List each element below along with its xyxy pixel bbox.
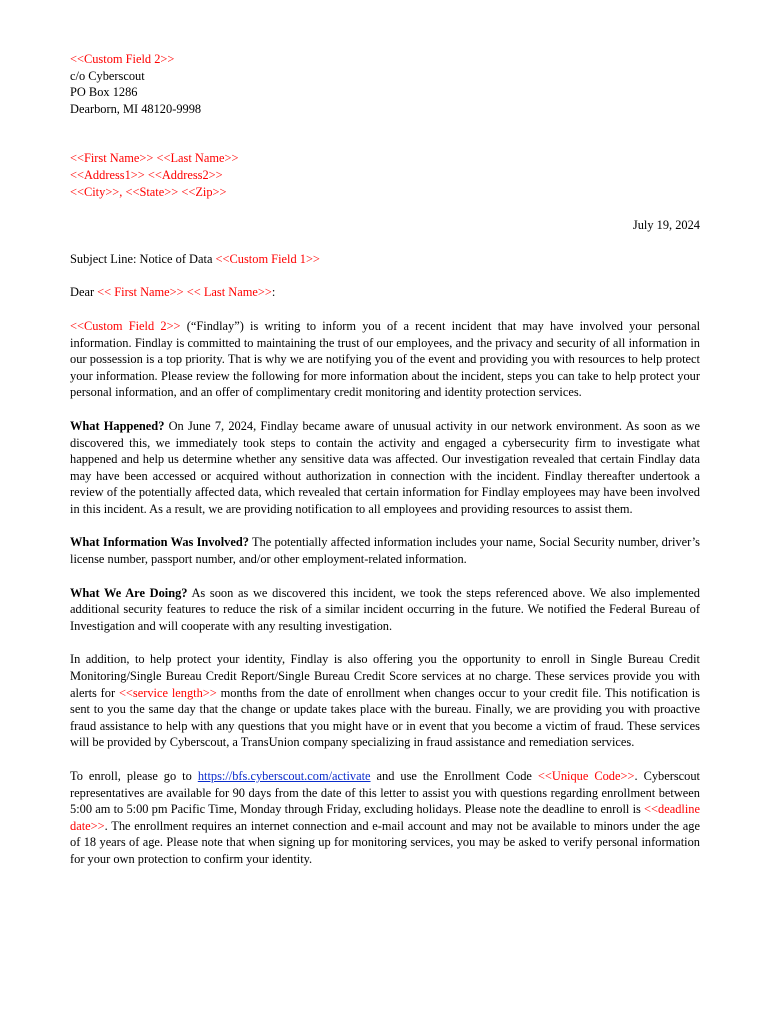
what-happened-paragraph: [70, 418, 700, 518]
what-doing-text: As soon as we discovered this incident, we took the steps referenced above. We also implemented additional security features to reduce the risk of a similar incident occurring in the future. We notified the Federal Bureau of Investigation and will cooperate with any resulting investigation.: [70, 585, 700, 633]
recipient-city-line: <<City>>, <<State>> <<Zip>>: [70, 184, 227, 199]
recipient-address-line: [70, 167, 700, 184]
what-info-heading: What Information Was Involved?: [70, 535, 249, 550]
letter-page: [70, 51, 700, 885]
salutation-first-name-field: << First Name>>: [97, 285, 184, 300]
what-doing-heading: What We Are Doing?: [70, 585, 188, 600]
what-doing-paragraph: [70, 585, 700, 635]
subject-line: [70, 251, 700, 268]
sender-line: Dearborn, MI 48120-9998: [70, 101, 202, 116]
what-happened-text: On June 7, 2024, Findlay became aware of unusual activity in our network environment. As soon as we discovered this, we immediately took steps to contain the activity and engaged a cybersecurity firm to investigate what happened and help us determine whether any sensitive data was affected. Our investigation revealed that certain Findlay data may have been accessed or acquired without authorization in connection with the incident. Findlay thereafter undertook a review of the potentially affected data, which revealed that certain information for Findlay employees may have been involved in this incident. As a result, we are providing notification to all employees and providing resources to assist them.: [70, 418, 701, 516]
recipient-address2-field: <<Address2>>: [147, 167, 223, 182]
addition-paragraph: [70, 651, 700, 751]
enroll-text-2: and use the Enrollment Code: [370, 769, 538, 783]
intro-text: (“Findlay”) is writing to inform you of a recent incident that may have involved your personal information. Findlay is committed to maintaining the trust of our employees, and the privacy and security of all information in our possession is a top priority. That is why we are notifying you of the event and providing you with resources to help protect your information. Please review the following for more information about the incident, steps you can take to help protect your personal information, and an offer of complimentary credit monitoring and identity protection services.: [70, 318, 701, 400]
enroll-paragraph: [70, 768, 700, 868]
enroll-text-3: . Cyberscout representatives are available for 90 days from the date of this letter to assist you with questions regarding enrollment between 5:00 am to 5:00 pm Pacific Time, Monday through Friday, excluding holidays. Please note the deadline to enroll is: [70, 769, 701, 817]
addition-text-2: months from the date of enrollment when changes occur to your credit file. This notification is sent to you the same day that the change or update takes place with the bureau. Finally, we are providing you with proactive fraud assistance to help with any questions that you might have or in event that you become a victim of fraud. These services will be provided by Cyberscout, a TransUnion company specializing in fraud assistance and remediation services.: [70, 685, 700, 750]
service-length-field: <<service length>>: [118, 685, 217, 700]
deadline-date-field: <<deadline date>>: [70, 802, 700, 833]
recipient-zip-field: <<Zip>>: [181, 184, 227, 199]
sender-line: PO Box 1286: [70, 85, 138, 100]
recipient-last-name-field: <<Last Name>>: [156, 151, 239, 166]
sender-address: [70, 51, 700, 117]
enroll-text-4: . The enrollment requires an internet connection and e-mail account and may not be available to minors under the age of 18 years of age. Please note that when signing up for monitoring services, you may be asked to verify personal information for your own protection to confirm your identity.: [70, 818, 700, 866]
what-info-paragraph: [70, 534, 700, 567]
recipient-name-line: [70, 150, 700, 167]
letter-date: July 19, 2024: [632, 218, 700, 233]
recipient-address: [70, 150, 700, 200]
sender-line: c/o Cyberscout: [70, 68, 145, 83]
intro-field: <<Custom Field 2>>: [70, 318, 181, 333]
salutation-prefix: Dear: [70, 285, 98, 300]
unique-code-field: <<Unique Code>>: [537, 769, 635, 783]
intro-paragraph: [70, 318, 700, 401]
salutation-suffix: :: [271, 285, 276, 300]
what-info-text: The potentially affected information includes your name, Social Security number, driver’s license number, passport number, and/or other employment-related information.: [70, 535, 700, 567]
subject-prefix: Subject Line: Notice of Data: [70, 251, 216, 266]
enroll-text-1: To enroll, please go to: [70, 769, 198, 783]
addition-text-1: In addition, to help protect your identity, Findlay is also offering you the opportunity to enroll in Single Bureau Credit Monitoring/Single Bureau Credit Report/Single Bureau Credit Score services at no charge. These services provide you with alerts for: [70, 652, 700, 700]
recipient-city-field: <<City>>: [70, 184, 120, 199]
sender-name-field: <<Custom Field 2>>: [70, 52, 175, 66]
salutation: [70, 284, 700, 301]
activate-link[interactable]: https://bfs.cyberscout.com/activate: [197, 769, 371, 783]
recipient-state-field: <<State>>: [125, 184, 179, 199]
recipient-first-name-field: <<First Name>>: [70, 151, 154, 166]
recipient-address1-field: <<Address1>>: [70, 167, 145, 182]
subject-field: <<Custom Field 1>>: [215, 251, 320, 266]
salutation-last-name-field: << Last Name>>: [186, 285, 272, 300]
what-happened-heading: What Happened?: [70, 418, 165, 433]
